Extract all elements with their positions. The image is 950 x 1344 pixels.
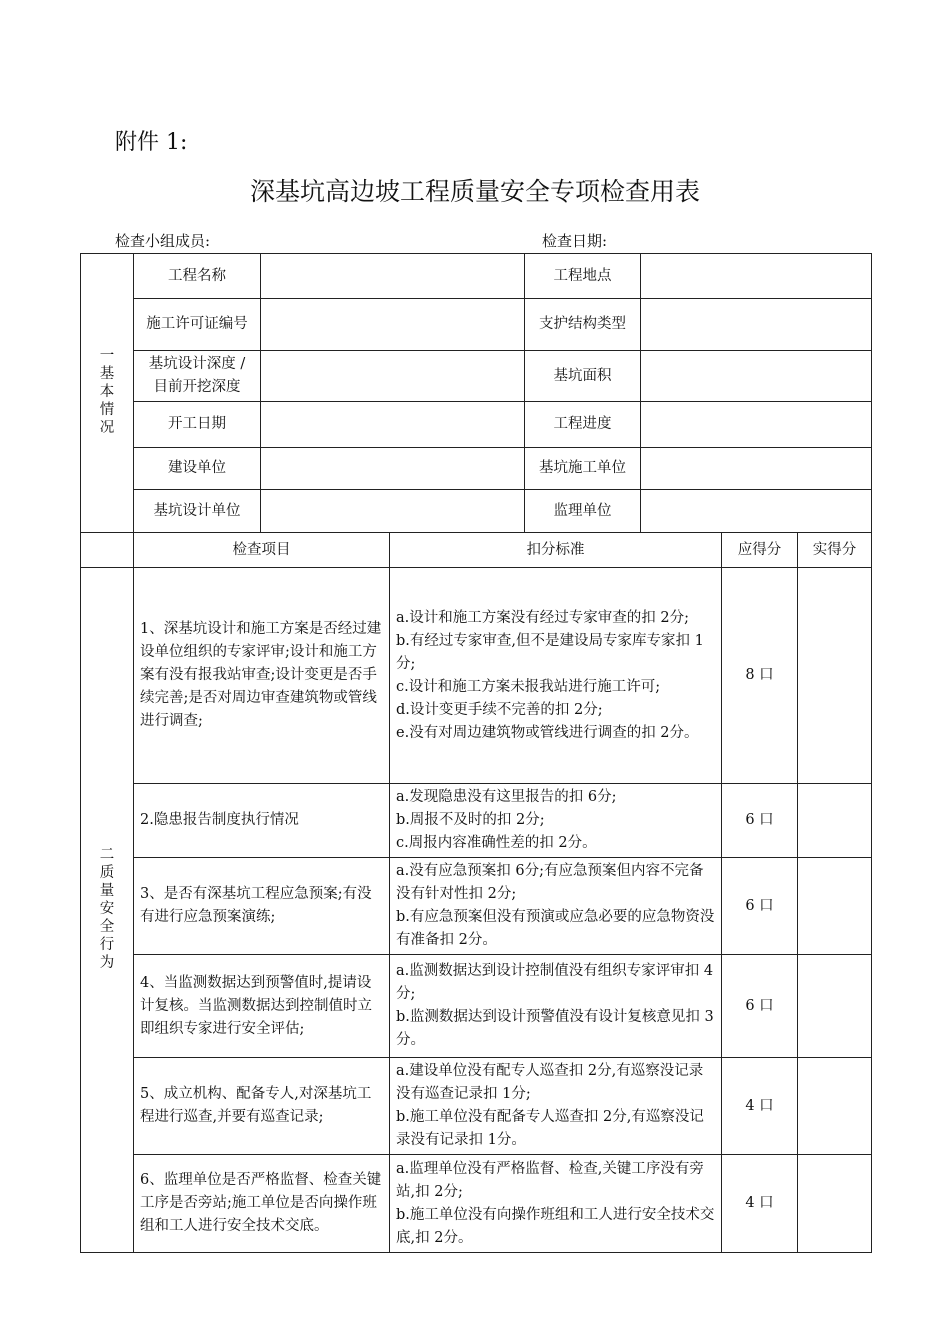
standard-line: c.设计和施工方案未报我站进行施工许可; [396,678,661,695]
standard-line: a.建设单位没有配专人巡查扣 2分,有巡察没记录没有巡查记录扣 1分; [396,1063,704,1102]
basic-value-field[interactable] [261,254,525,299]
basic-label: 开工日期 [134,402,261,448]
basic-row [81,254,872,299]
quality-item-row [81,1155,872,1253]
check-item-text: 5、成立机构、配备专人,对深基坑工程进行巡查,并要有巡查记录; [134,1058,390,1155]
basic-label: 支护结构类型 [525,299,641,351]
basic-row [81,299,872,351]
actual-score-field[interactable] [798,858,872,955]
basic-row [81,490,872,533]
page-title: 深基坑高边坡工程质量安全专项检查用表 [249,177,700,206]
basic-value-field[interactable] [641,402,872,448]
standard-line: b.有经过专家审查,但不是建设局专家库专家扣 1分; [396,632,704,672]
basic-value-field[interactable] [641,351,872,402]
basic-value-field[interactable] [641,448,872,490]
standard-line: b.周报不及时的扣 2分; [396,812,545,828]
basic-value-field[interactable] [641,299,872,351]
standard-line: a.没有应急预案扣 6分;有应急预案但内容不完备没有针对性扣 2分; [396,863,704,902]
deduction-standard [390,858,722,955]
deduction-standard [390,784,722,858]
standard-line: a.设计和施工方案没有经过专家审查的扣 2分; [396,609,689,626]
standard-line: e.没有对周边建筑物或管线进行调查的扣 2分。 [396,724,699,741]
deduction-standard [390,1058,722,1155]
quality-item-row [81,784,872,858]
actual-score-field[interactable] [798,784,872,858]
standard-line: a.监理单位没有严格监督、检查,关键工序没有旁站,扣 2分; [396,1160,704,1200]
header-deduction-standard: 扣分标准 [390,533,722,568]
deduction-standard [390,955,722,1058]
basic-row [81,448,872,490]
header-check-item: 检查项目 [134,533,390,568]
basic-label: 施工许可证编号 [134,299,261,351]
standard-line: b.监测数据达到设计预警值没有设计复核意见扣 3分。 [396,1009,714,1048]
inspection-date-label: 检查日期: [542,232,608,250]
basic-value-field[interactable] [261,448,525,490]
standard-line: a.发现隐患没有这里报告的扣 6分; [396,789,617,805]
basic-value-field[interactable] [641,490,872,533]
basic-label: 基坑设计深度 / 目前开挖深度 [134,351,261,402]
quality-header-row [81,533,872,568]
actual-score-field[interactable] [798,1058,872,1155]
check-item-text: 2.隐患报告制度执行情况 [134,784,390,858]
quality-item-row [81,1058,872,1155]
full-score-value: 4 口 [722,1058,798,1155]
standard-line: a.监测数据达到设计控制值没有组织专家评审扣 4分; [396,963,714,1002]
header-full-score: 应得分 [722,533,798,568]
basic-label: 建设单位 [134,448,261,490]
full-score-value: 6 口 [722,858,798,955]
standard-line: b.施工单位没有配备专人巡查扣 2分,有巡察没记录没有记录扣 1分。 [396,1109,704,1148]
basic-row [81,402,872,448]
check-item-text: 3、是否有深基坑工程应急预案;有没有进行应急预案演练; [134,858,390,955]
basic-label: 基坑设计单位 [134,490,261,533]
basic-label: 基坑面积 [525,351,641,402]
check-item-text: 4、当监测数据达到预警值时,提请设计复核。当监测数据达到控制值时立即组织专家进行安全评估; [134,955,390,1058]
section-quality-safety-title: 二 质量安全行为 [99,846,115,971]
inspection-form-table [80,253,872,1253]
deduction-standard [390,568,722,784]
actual-score-field[interactable] [798,568,872,784]
basic-value-field[interactable] [261,490,525,533]
deduction-standard [390,1155,722,1253]
header-blank-cell [81,533,134,568]
basic-label: 工程地点 [525,254,641,299]
standard-line: c.周报内容准确性差的扣 2分。 [396,835,597,851]
quality-item-row [81,955,872,1058]
basic-value-field[interactable] [641,254,872,299]
basic-label: 工程进度 [525,402,641,448]
basic-value-field[interactable] [261,299,525,351]
quality-item-row [81,568,872,784]
actual-score-field[interactable] [798,955,872,1058]
section-quality-safety [81,568,134,1253]
standard-line: b.有应急预案但没有预演或应急必要的应急物资没有准备扣 2分。 [396,909,715,948]
basic-value-field[interactable] [261,351,525,402]
basic-label: 工程名称 [134,254,261,299]
standard-line: d.设计变更手续不完善的扣 2分; [396,701,603,718]
basic-label: 监理单位 [525,490,641,533]
basic-value-field[interactable] [261,402,525,448]
attachment-label: 附件 1: [115,130,188,155]
quality-item-row [81,858,872,955]
full-score-value: 4 口 [722,1155,798,1253]
check-item-text: 6、监理单位是否严格监督、检查关键工序是否旁站;施工单位是否向操作班组和工人进行安全技术交底。 [134,1155,390,1253]
full-score-value: 8 口 [722,568,798,784]
full-score-value: 6 口 [722,784,798,858]
basic-row [81,351,872,402]
standard-line: b.施工单位没有向操作班组和工人进行安全技术交底,扣 2分。 [396,1206,715,1246]
actual-score-field[interactable] [798,1155,872,1253]
full-score-value: 6 口 [722,955,798,1058]
check-item-text: 1、深基坑设计和施工方案是否经过建设单位组织的专家评审;设计和施工方案有没有报我站审查;设计变更是否手续完善;是否对周边审查建筑物或管线进行调查; [134,568,390,784]
section-basic-info-title: 一 基本情况 [99,347,115,436]
section-basic-info [81,254,134,533]
basic-label: 基坑施工单位 [525,448,641,490]
inspection-members-label: 检查小组成员: [115,232,211,250]
header-actual-score: 实得分 [798,533,872,568]
